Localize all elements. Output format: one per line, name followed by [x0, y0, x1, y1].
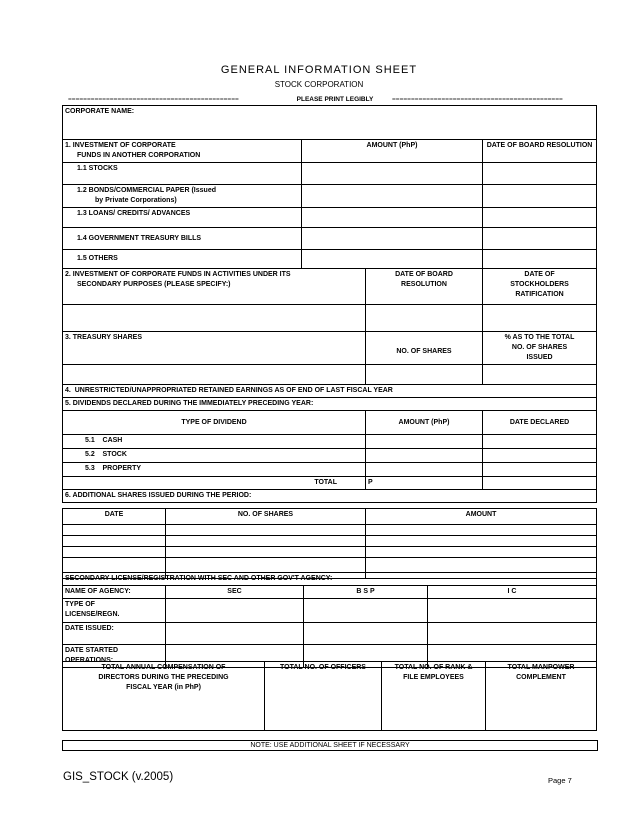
sec6-shares-cell[interactable]: [166, 536, 366, 547]
sec1-item-loans: 1.3 LOANS/ CREDITS/ ADVANCES: [63, 208, 302, 228]
sec5-total-label: TOTAL: [63, 477, 366, 490]
license-issued-sec[interactable]: [166, 623, 304, 645]
license-type-bsp[interactable]: [304, 599, 428, 623]
compensation-table: [62, 661, 597, 731]
sec1-item-others: 1.5 OTHERS: [63, 250, 302, 269]
sec1-item-treasury-bills: 1.4 GOVERNMENT TREASURY BILLS: [63, 228, 302, 250]
sec3-shares-field[interactable]: [366, 365, 483, 385]
license-bsp-header: B S P: [304, 586, 428, 599]
license-issued-ic[interactable]: [428, 623, 597, 645]
sheet-title: GENERAL INFORMATION SHEET: [220, 64, 418, 76]
sec6-table: [62, 508, 597, 579]
sec1-title: 1. INVESTMENT OF CORPORATE FUNDS IN ANOTHER CORPORATION: [63, 140, 302, 163]
sec5-property-amount[interactable]: [366, 463, 483, 477]
sec5-stock-date[interactable]: [483, 449, 597, 463]
rule-left: =============================================: [68, 96, 239, 103]
license-issued-bsp[interactable]: [304, 623, 428, 645]
sec5-total-prefix: P: [368, 479, 373, 486]
sec5-row-cash: 5.1 CASH: [63, 435, 366, 449]
sec4-num: 4.: [65, 387, 71, 394]
sec3-pct-header: % AS TO THE TOTAL NO. OF SHARES ISSUED: [483, 332, 597, 365]
license-type-label: TYPE OF LICENSE/REGN.: [63, 599, 166, 623]
comp-rank-file-header[interactable]: TOTAL NO. OF RANK & FILE EMPLOYEES: [382, 662, 486, 731]
sec1-bills-date[interactable]: [483, 228, 597, 250]
sec6-date-cell[interactable]: [63, 547, 166, 558]
comp-officers-header[interactable]: TOTAL NO. OF OFFICERS: [265, 662, 382, 731]
license-date-issued-label: DATE ISSUED:: [63, 623, 166, 645]
sec1-stocks-amount[interactable]: [302, 163, 483, 185]
sec2-specify-field[interactable]: [63, 305, 366, 332]
comp-manpower-header[interactable]: TOTAL MANPOWER COMPLEMENT: [486, 662, 597, 731]
page-number: Page 7: [548, 776, 572, 785]
license-type-sec[interactable]: [166, 599, 304, 623]
sec6-date-cell[interactable]: [63, 525, 166, 536]
sec5-property-date[interactable]: [483, 463, 597, 477]
sec1-loans-date[interactable]: [483, 208, 597, 228]
sec1-stocks-date[interactable]: [483, 163, 597, 185]
sec6-shares-cell[interactable]: [166, 525, 366, 536]
sec5-type-header: TYPE OF DIVIDEND: [63, 411, 366, 435]
license-sec-header: SEC: [166, 586, 304, 599]
sec3-shares-header: NO. OF SHARES: [366, 332, 483, 365]
sec1-bonds-amount[interactable]: [302, 185, 483, 208]
corporate-name-label: CORPORATE NAME:: [65, 108, 135, 115]
sec6-date-cell[interactable]: [63, 536, 166, 547]
sec6-shares-header: NO. OF SHARES: [166, 509, 366, 525]
sec2-ratification-header: DATE OF STOCKHOLDERS RATIFICATION: [483, 269, 597, 305]
sheet-subtitle: STOCK CORPORATION: [274, 80, 364, 89]
corporate-name-field[interactable]: [63, 106, 597, 140]
sec5-stock-amount[interactable]: [366, 449, 483, 463]
sec2-title: 2. INVESTMENT OF CORPORATE FUNDS IN ACTIVITIES UNDER ITS SECONDARY PURPOSES (PLEASE SPECIFY:): [63, 269, 366, 305]
license-ic-header: I C: [428, 586, 597, 599]
sec5-total-date: [483, 477, 597, 490]
sec1-others-amount[interactable]: [302, 250, 483, 269]
sec6-date-header: DATE: [63, 509, 166, 525]
sec2-board-header: DATE OF BOARD RESOLUTION: [366, 269, 483, 305]
sec5-row-property: 5.3 PROPERTY: [63, 463, 366, 477]
sec6-amount-header: AMOUNT: [366, 509, 597, 525]
sec3-title: 3. TREASURY SHARES: [63, 332, 366, 365]
sec1-loans-amount[interactable]: [302, 208, 483, 228]
sec1-bonds-date[interactable]: [483, 185, 597, 208]
print-legibly-label: PLEASE PRINT LEGIBLY: [296, 96, 374, 103]
sec4-title: UNRESTRICTED/UNAPPROPRIATED RETAINED EARNINGS AS OF END OF LAST FISCAL YEAR: [74, 387, 393, 394]
sec6-title: 6. ADDITIONAL SHARES ISSUED DURING THE PERIOD:: [63, 490, 597, 503]
gis-form-table: [62, 105, 597, 503]
sec4-row[interactable]: [63, 385, 597, 398]
sec6-shares-cell[interactable]: [166, 547, 366, 558]
rule-right: =============================================: [392, 96, 563, 103]
sec1-item-stocks: 1.1 STOCKS: [63, 163, 302, 185]
sec2-board-date[interactable]: [366, 305, 483, 332]
sec5-cash-amount[interactable]: [366, 435, 483, 449]
sec6-amount-cell[interactable]: [366, 536, 597, 547]
sec2-ratification-date[interactable]: [483, 305, 597, 332]
sec5-cash-date[interactable]: [483, 435, 597, 449]
sec5-date-header: DATE DECLARED: [483, 411, 597, 435]
license-table: [62, 572, 597, 668]
form-version-label: GIS_STOCK (v.2005): [63, 771, 174, 783]
sec1-item-bonds: 1.2 BONDS/COMMERCIAL PAPER (Issued by Private Corporations): [63, 185, 302, 208]
license-title: SECONDARY LICENSE/REGISTRATION WITH SEC AND OTHER GOV'T AGENCY:: [63, 573, 597, 586]
sec6-amount-cell[interactable]: [366, 525, 597, 536]
license-agency-label: NAME OF AGENCY:: [63, 586, 166, 599]
sec5-total-amount[interactable]: [366, 477, 483, 490]
sec1-bills-amount[interactable]: [302, 228, 483, 250]
sec1-date-header: DATE OF BOARD RESOLUTION: [483, 140, 597, 163]
license-date-started-label: DATE STARTED OPERATIONS:: [63, 645, 166, 668]
sec5-row-stock: 5.2 STOCK: [63, 449, 366, 463]
print-legibly-banner: [62, 95, 596, 104]
license-type-ic[interactable]: [428, 599, 597, 623]
sec3-field[interactable]: [63, 365, 366, 385]
sec5-title: 5. DIVIDENDS DECLARED DURING THE IMMEDIATELY PRECEDING YEAR:: [63, 398, 597, 411]
sec1-amount-header: AMOUNT (PhP): [302, 140, 483, 163]
sec5-amount-header: AMOUNT (PhP): [366, 411, 483, 435]
sec6-amount-cell[interactable]: [366, 547, 597, 558]
sec3-pct-field[interactable]: [483, 365, 597, 385]
sec1-others-date[interactable]: [483, 250, 597, 269]
additional-sheet-note: NOTE: USE ADDITIONAL SHEET IF NECESSARY: [62, 740, 598, 751]
comp-directors-header[interactable]: TOTAL ANNUAL COMPENSATION OF DIRECTORS DURING THE PRECEDING FISCAL YEAR (in PhP): [63, 662, 265, 731]
